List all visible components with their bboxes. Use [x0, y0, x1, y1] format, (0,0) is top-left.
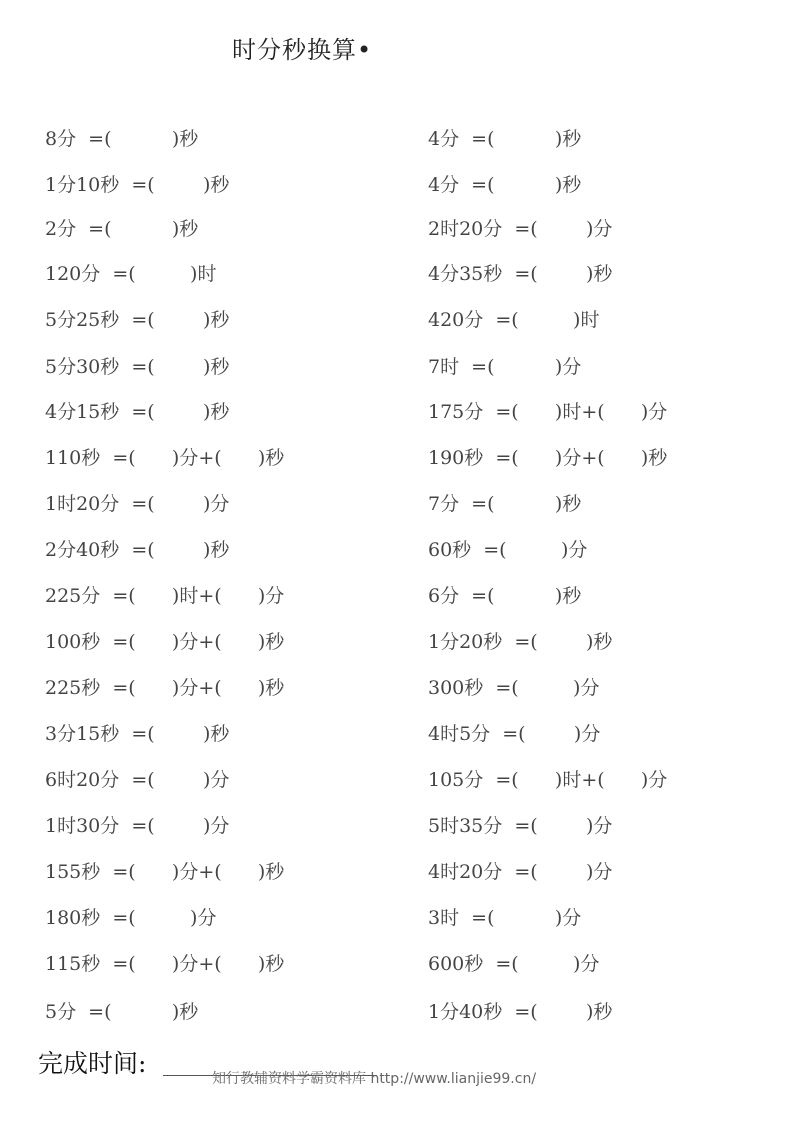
page-title: 时分秒换算•: [232, 36, 373, 64]
exercise-row: [0, 122, 794, 156]
exercise-left: 5分25秒 =( )秒: [45, 309, 230, 331]
exercise-right: 4分 =( )秒: [428, 174, 582, 196]
exercise-left: 6时20分 =( )分: [45, 769, 230, 791]
exercise-row: [0, 303, 794, 337]
exercise-row: [0, 763, 794, 797]
exercise-right: 600秒 =( )分: [428, 953, 600, 975]
exercise-row: [0, 487, 794, 521]
exercise-row: [0, 947, 794, 981]
exercise-left: 8分 =( )秒: [45, 128, 199, 150]
exercise-left: 115秒 =( )分+( )秒: [45, 953, 285, 975]
exercise-right: 7时 =( )分: [428, 356, 582, 378]
exercise-row: [0, 671, 794, 705]
exercise-right: 1分20秒 =( )秒: [428, 631, 613, 653]
exercise-row: [0, 533, 794, 567]
exercise-row: [0, 441, 794, 475]
exercise-right: 3时 =( )分: [428, 907, 582, 929]
exercise-right: 105分 =( )时+( )分: [428, 769, 668, 791]
exercise-row: [0, 995, 794, 1029]
exercise-right: 4时20分 =( )分: [428, 861, 613, 883]
exercise-row: [0, 395, 794, 429]
exercise-right: 60秒 =( )分: [428, 539, 588, 561]
exercise-left: 2分40秒 =( )秒: [45, 539, 230, 561]
exercise-row: [0, 717, 794, 751]
exercise-right: 4时5分 =( )分: [428, 723, 601, 745]
exercise-left: 1分10秒 =( )秒: [45, 174, 230, 196]
exercise-right: 420分 =( )时: [428, 309, 600, 331]
exercise-right: 4分 =( )秒: [428, 128, 582, 150]
exercise-right: 5时35分 =( )分: [428, 815, 613, 837]
exercise-left: 3分15秒 =( )秒: [45, 723, 230, 745]
exercise-row: [0, 579, 794, 613]
exercise-left: 5分30秒 =( )秒: [45, 356, 230, 378]
exercise-row: [0, 625, 794, 659]
exercise-left: 5分 =( )秒: [45, 1001, 199, 1023]
exercise-right: 7分 =( )秒: [428, 493, 582, 515]
exercise-left: 225分 =( )时+( )分: [45, 585, 285, 607]
exercise-left: 100秒 =( )分+( )秒: [45, 631, 285, 653]
exercise-row: [0, 901, 794, 935]
exercise-left: 225秒 =( )分+( )秒: [45, 677, 285, 699]
exercise-right: 190秒 =( )分+( )秒: [428, 447, 668, 469]
exercise-row: [0, 212, 794, 246]
exercise-left: 120分 =( )时: [45, 263, 217, 285]
exercise-left: 2分 =( )秒: [45, 218, 199, 240]
exercise-right: 2时20分 =( )分: [428, 218, 613, 240]
exercise-row: [0, 257, 794, 291]
completion-time-label: 完成时间:: [38, 1049, 147, 1078]
exercise-right: 1分40秒 =( )秒: [428, 1001, 613, 1023]
exercise-left: 155秒 =( )分+( )秒: [45, 861, 285, 883]
exercise-left: 4分15秒 =( )秒: [45, 401, 230, 423]
exercise-right: 300秒 =( )分: [428, 677, 600, 699]
exercise-left: 1时20分 =( )分: [45, 493, 230, 515]
exercise-left: 1时30分 =( )分: [45, 815, 230, 837]
exercise-row: [0, 809, 794, 843]
exercise-row: [0, 168, 794, 202]
exercise-left: 180秒 =( )分: [45, 907, 217, 929]
exercise-row: [0, 350, 794, 384]
exercise-right: 4分35秒 =( )秒: [428, 263, 613, 285]
exercise-right: 6分 =( )秒: [428, 585, 582, 607]
exercise-right: 175分 =( )时+( )分: [428, 401, 668, 423]
watermark-text: 知行教辅资料学霸资料库 http://www.lianjie99.cn/: [212, 1071, 537, 1087]
exercise-left: 110秒 =( )分+( )秒: [45, 447, 285, 469]
exercise-row: [0, 855, 794, 889]
